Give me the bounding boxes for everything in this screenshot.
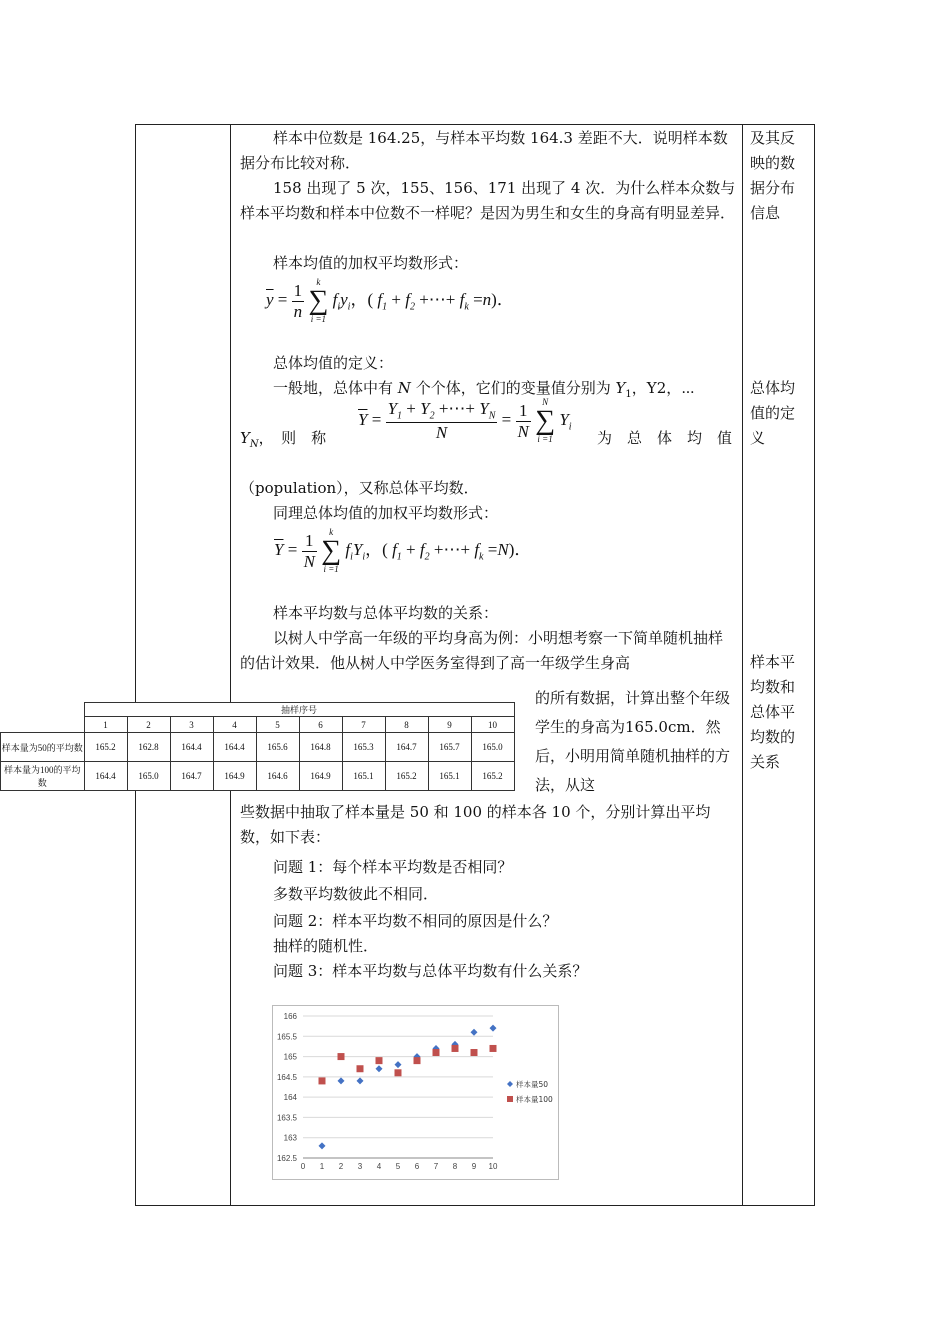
data-point-diamond [395,1061,402,1068]
answer-1: 多数平均数彼此不相同． [273,885,439,903]
question-2: 问题 2：样本平均数不相同的原因是什么？ [273,912,558,930]
table-cell: 162.8 [127,733,170,762]
table-cell: 164.9 [299,762,342,791]
paragraph-population-def-title: 总体均值的定义： [273,354,394,372]
table-cell: 165.3 [342,733,385,762]
y-tick-label: 163 [283,1133,297,1143]
data-point-diamond [319,1142,326,1149]
data-point-square [395,1069,402,1076]
table-cell: 165.1 [342,762,385,791]
data-point-diamond [338,1077,345,1084]
table-index-cell: 4 [213,717,256,733]
table-index-cell: 1 [84,717,127,733]
table-cell: 165.7 [428,733,471,762]
x-tick-label: 0 [300,1162,306,1171]
sample-means-table [0,702,515,791]
paragraph-weighted-sample: 样本均值的加权平均数形式： [273,254,469,272]
table-cell: 164.4 [170,733,213,762]
table-index-cell: 5 [256,717,299,733]
table-cell: 165.2 [385,762,428,791]
table-cell: 165.2 [471,762,514,791]
x-tick-label: 2 [338,1162,344,1171]
legend-marker [507,1081,513,1087]
data-point-square [376,1057,383,1064]
table-cell: 165.0 [127,762,170,791]
data-point-square [357,1065,364,1072]
data-point-diamond [376,1065,383,1072]
legend-marker [507,1096,513,1102]
table-index-cell: 9 [428,717,471,733]
table-cell: 164.4 [84,762,127,791]
x-tick-label: 6 [414,1162,420,1171]
y-tick-label: 165.5 [276,1032,297,1042]
x-tick-label: 3 [357,1162,363,1171]
x-tick-label: 8 [452,1162,458,1171]
paragraph-median: 样本中位数是 164.25，与样本平均数 164.3 差距不大．说明样本数据分布比较对称． [240,129,728,172]
data-point-diamond [471,1029,478,1036]
paragraph-population-def: 一般地，总体中有 N 个个体，它们的变量值分别为 $Y_1$，Y2，⋯ [273,379,695,400]
data-point-square [319,1077,326,1084]
table-cell: 165.0 [471,733,514,762]
column-divider-right [742,124,743,1206]
data-point-square [471,1049,478,1056]
formula-sample-weighted-mean: $\overline{y}$ = $\frac{1}{n}$ k ∑ i =1 $f_iy_i$，( $f_1 + f_2$ +⋯+ $f_k =n$)． [266,277,514,324]
paragraph-population-def-tail: 为 总 体 均 值 [597,429,733,447]
row-label: 样本量为100的平均数 [1,762,85,791]
table-index-cell: 7 [342,717,385,733]
formula-population-mean: $\overline{Y}$ = $\frac{Y_1 + Y_2 +\cdots+ Y_N}{N}$ = $\frac{1}{N}$ N ∑ i =1 $Y_i$ [358,397,572,444]
paragraph-relation-title: 样本平均数与总体平均数的关系： [273,604,499,622]
formula-population-weighted-mean: $\overline{Y}$ = $\frac{1}{N}$ k ∑ i =1 $f_iY_i$，( $f_1 + f_2$ +⋯+ $f_k =N$)． [274,527,532,574]
table-index-cell: 2 [127,717,170,733]
table-cell: 164.9 [213,762,256,791]
table-index-cell: 6 [299,717,342,733]
x-tick-label: 4 [376,1162,382,1171]
paragraph-example-intro: 以树人中学高一年级的平均身高为例：小明想考察一下简单随机抽样的估计效果．他从树人中学医务室得到了高一年级学生身高 [240,629,724,672]
y-tick-label: 164.5 [276,1072,297,1082]
table-index-cell: 10 [471,717,514,733]
paragraph-example-wrap: 的所有数据，计算出整个年级学生的身高为165.0cm．然后，小明用简单随机抽样的方法，从这 [535,689,731,794]
legend-label: 样本量100 [516,1095,553,1104]
column-divider-left [230,124,231,1206]
table-cell: 164.7 [170,762,213,791]
question-3: 问题 3：样本平均数与总体平均数有什么关系？ [273,962,588,980]
chart-svg [273,1006,558,1179]
row-label: 样本量为50的平均数 [1,733,85,762]
x-tick-label: 9 [471,1162,477,1171]
side-note-population-mean: 总体均值的定义 [750,379,796,447]
side-note-relation: 样本平均数和总体平均数的关系 [750,653,796,771]
paragraph-example-samples: 些数据中抽取了样本量是 50 和 100 的样本各 10 个，分别计算出平均数，如下表： [240,803,711,846]
x-tick-label: 1 [319,1162,325,1171]
x-tick-label: 5 [395,1162,401,1171]
table-index-cell: 3 [170,717,213,733]
side-note-distribution: 及其反映的数据分布信息 [750,129,796,222]
data-point-square [452,1045,459,1052]
table-cell: 164.7 [385,733,428,762]
table-cell: 165.6 [256,733,299,762]
y-tick-label: 163.5 [276,1113,297,1123]
paragraph-population-term: （population），又称总体平均数． [240,479,479,497]
table-index-cell: 8 [385,717,428,733]
legend-label: 样本量50 [516,1080,549,1089]
y-tick-label: 164 [283,1093,297,1103]
table-cell: 164.6 [256,762,299,791]
table-cell: 165.1 [428,762,471,791]
table-cell: 164.4 [213,733,256,762]
table-cell: 164.8 [299,733,342,762]
question-1: 问题 1：每个样本平均数是否相同？ [273,858,513,876]
paragraph-weighted-population: 同理总体均值的加权平均数形式： [273,504,499,522]
data-point-square [490,1045,497,1052]
scatter-chart [272,1005,559,1180]
table-header: 抽样序号 [84,703,514,717]
x-tick-label: 7 [433,1162,439,1171]
answer-2: 抽样的随机性． [273,937,379,955]
paragraph-population-def-line2: $Y_N$， 则 称 [240,429,327,450]
table-cell: 165.2 [84,733,127,762]
paragraph-mode: 158 出现了 5 次，155、156、171 出现了 4 次．为什么样本众数与样本平均数和样本中位数不一样呢？是因为男生和女生的身高有明显差异． [240,179,736,222]
y-tick-label: 165 [283,1052,297,1062]
data-point-diamond [357,1077,364,1084]
data-point-square [433,1049,440,1056]
data-point-diamond [490,1025,497,1032]
y-tick-label: 162.5 [276,1154,297,1163]
x-tick-label: 10 [488,1162,498,1171]
data-point-square [414,1057,421,1064]
data-point-square [338,1053,345,1060]
y-tick-label: 166 [283,1012,297,1021]
